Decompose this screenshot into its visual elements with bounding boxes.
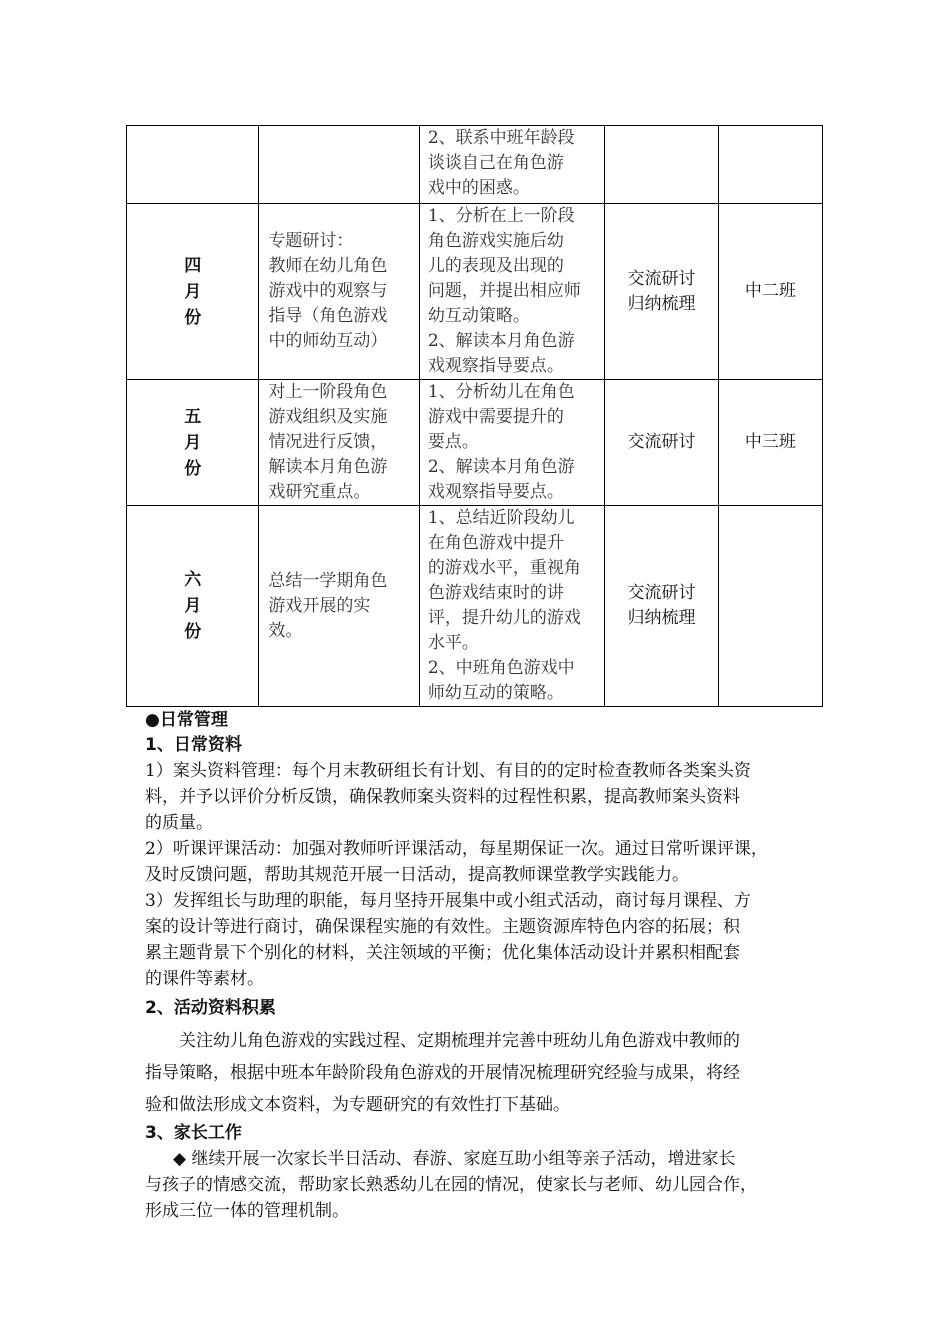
plan-table-body — [127, 126, 823, 707]
content-line: 幼互动策略。 — [427, 306, 530, 326]
text-line: 3）发挥组长与助理的职能，每月坚持开展集中或小组式活动，商讨每月课程、方 — [145, 891, 751, 911]
plan-row — [127, 126, 823, 204]
month-char: 月 — [184, 596, 202, 616]
form-cell — [605, 506, 718, 707]
text-line: 与孩子的情感交流，帮助家长熟悉幼儿在园的情况，使家长与老师、幼儿园合作， — [145, 1175, 757, 1195]
topic-line: 效。 — [268, 620, 303, 641]
content-cell — [419, 204, 605, 380]
paragraph-desk-materials — [145, 758, 810, 836]
topic-line: 中的师幼互动） — [268, 331, 388, 351]
month-char: 五 — [184, 406, 202, 427]
section-heading: ●日常管理 — [145, 710, 228, 730]
form-line: 归纳梳理 — [627, 608, 696, 628]
content-line: 2、解读本月角色游 — [427, 457, 575, 477]
content-line: 戏观察指导要点。 — [427, 482, 564, 502]
month-cell — [127, 506, 259, 707]
subsection-title-daily-materials: 1、日常资料 — [145, 735, 242, 755]
text-line: 1）案头资料管理：每个月末教研组长有计划、有目的的定时检查教师各类案头资 — [145, 761, 751, 781]
topic-line: 总结一学期角色 — [268, 570, 388, 591]
class-cell — [718, 126, 822, 204]
month-char: 月 — [184, 281, 202, 302]
paragraph-leader-roles — [145, 888, 810, 992]
text-line: 指导策略，根据中班本年龄阶段角色游戏的开展情况梳理研究经验与成果，将经 — [145, 1063, 740, 1083]
content-line: 水平。 — [427, 633, 479, 653]
content-line: 游戏中需要提升的 — [427, 407, 564, 427]
form-line: 交流研讨 — [627, 432, 696, 452]
topic-cell — [259, 204, 419, 380]
class-cell: 中三班 — [718, 380, 822, 506]
form-cell — [605, 380, 718, 506]
month-char: 六 — [184, 570, 202, 590]
content-line: 1、总结近阶段幼儿 — [427, 508, 575, 528]
topic-cell — [259, 380, 419, 506]
content-line: 儿的表现及出现的 — [427, 256, 564, 276]
paragraph-parent-work — [145, 1146, 810, 1224]
content-line: 要点。 — [427, 432, 479, 452]
content-line: 2、解读本月角色游 — [427, 331, 575, 351]
topic-cell — [259, 126, 419, 204]
text-line: 形成三位一体的管理机制。 — [145, 1201, 349, 1221]
content-cell — [419, 506, 605, 707]
month-char: 份 — [184, 458, 202, 479]
text-line: 料，并予以评价分析反馈，确保教师案头资料的过程性积累，提高教师案头资料 — [145, 787, 740, 807]
text-line: 的课件等素材。 — [145, 969, 264, 989]
content-line: 师幼互动的策略。 — [427, 683, 564, 703]
form-cell — [605, 126, 718, 204]
subsection-title-parent-work: 3、家长工作 — [145, 1123, 242, 1143]
form-line: 交流研讨 — [627, 583, 696, 603]
month-char: 份 — [184, 307, 202, 328]
class-cell — [718, 506, 822, 707]
subsection-title-activity-materials: 2、活动资料积累 — [145, 998, 276, 1018]
month-char: 月 — [184, 432, 202, 453]
content-cell — [419, 380, 605, 506]
month-char: 份 — [184, 622, 202, 642]
content-line: 1、分析幼儿在角色 — [427, 382, 575, 402]
text-line: 的质量。 — [145, 813, 213, 833]
topic-line: 情况进行反馈， — [268, 432, 388, 452]
topic-line: 游戏中的观察与 — [268, 281, 388, 301]
paragraph-activity-materials — [145, 1025, 810, 1121]
text-line: ◆ 继续开展一次家长半日活动、春游、家庭互助小组等亲子活动，增进家长 — [173, 1149, 736, 1169]
text-line: 案的设计等进行商讨，确保课程实施的有效性。主题资源库特色内容的拓展；积 — [145, 917, 740, 937]
content-line: 角色游戏实施后幼 — [427, 231, 564, 251]
form-line: 交流研讨 — [627, 268, 696, 289]
content-line: 1、分析在上一阶段 — [427, 206, 575, 226]
content-line: 2、中班角色游戏中 — [427, 658, 575, 678]
text-line: 累主题背景下个别化的材料，关注领域的平衡；优化集体活动设计并累积相配套 — [145, 943, 740, 963]
text-line: 关注幼儿角色游戏的实践过程、定期梳理并完善中班幼儿角色游戏中教师的 — [179, 1031, 740, 1051]
topic-cell — [259, 506, 419, 707]
plan-row — [127, 204, 823, 380]
content-line: 问题，并提出相应师 — [427, 281, 581, 301]
paragraph-lesson-evaluation — [145, 836, 810, 888]
text-line: 2）听课评课活动：加强对教师听评课活动，每星期保证一次。通过日常听课评课， — [145, 839, 768, 859]
topic-line: 游戏组织及实施 — [268, 407, 388, 427]
content-line: 在角色游戏中提升 — [427, 533, 564, 553]
daily-management-section — [145, 708, 810, 1224]
topic-line: 专题研讨： — [268, 231, 354, 251]
text-line: 验和做法形成文本资料，为专题研究的有效性打下基础。 — [145, 1095, 570, 1115]
month-cell — [127, 204, 259, 380]
content-line: 戏中的困惑。 — [427, 178, 530, 198]
content-line: 评，提升幼儿的游戏 — [427, 608, 581, 628]
text-line: 及时反馈问题，帮助其规范开展一日活动，提高教师课堂教学实践能力。 — [145, 865, 689, 885]
topic-line: 教师在幼儿角色 — [268, 256, 388, 276]
form-line: 归纳梳理 — [627, 293, 696, 314]
topic-line: 对上一阶段角色 — [268, 382, 388, 402]
class-cell: 中二班 — [718, 204, 822, 380]
month-cell — [127, 380, 259, 506]
content-line: 的游戏水平，重视角 — [427, 558, 581, 578]
month-cell — [127, 126, 259, 204]
form-cell — [605, 204, 718, 380]
content-cell — [419, 126, 605, 204]
month-char: 四 — [184, 255, 202, 276]
content-line: 2、联系中班年龄段 — [427, 128, 575, 148]
activity-plan-table — [126, 125, 823, 707]
topic-line: 戏研究重点。 — [268, 482, 371, 502]
content-line: 谈谈自己在角色游 — [427, 153, 564, 173]
topic-line: 指导（角色游戏 — [268, 306, 388, 326]
topic-line: 解读本月角色游 — [268, 457, 388, 477]
plan-row — [127, 380, 823, 506]
content-line: 色游戏结束时的讲 — [427, 583, 564, 603]
content-line: 戏观察指导要点。 — [427, 356, 564, 376]
topic-line: 游戏开展的实 — [268, 595, 371, 616]
plan-row — [127, 506, 823, 707]
